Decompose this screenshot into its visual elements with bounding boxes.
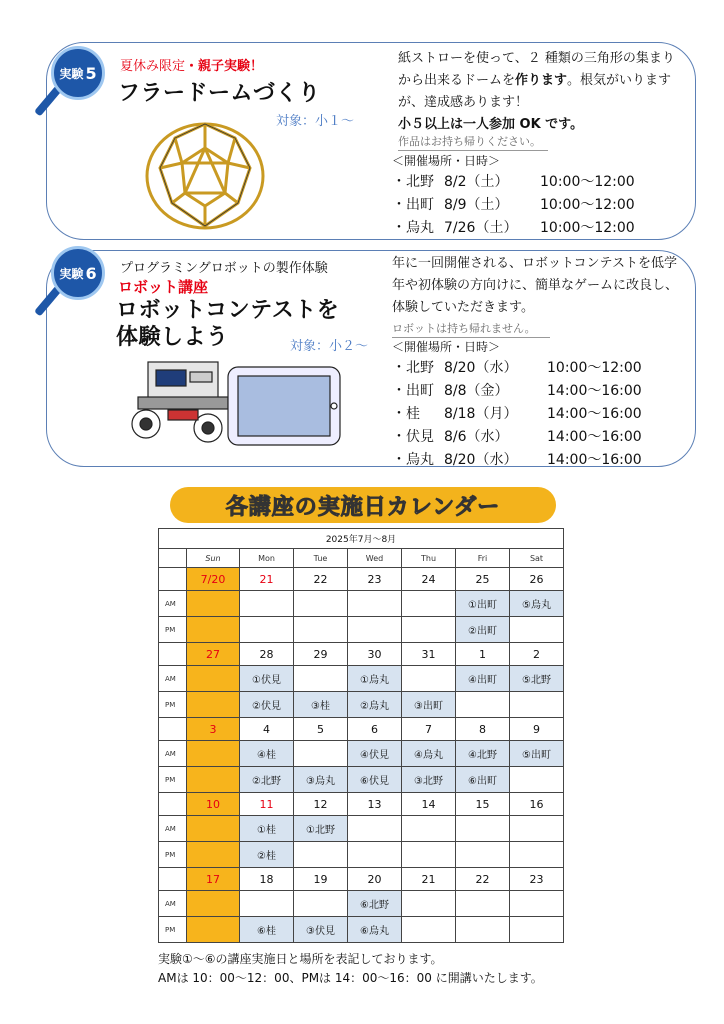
- calendar-event: ④伏見: [348, 741, 402, 767]
- calendar-event: ②伏見: [240, 692, 294, 718]
- calendar-date: 23: [510, 868, 564, 891]
- schedule-time: 14:00～16:00: [547, 429, 642, 445]
- exp6-description: 年に一回開催される、ロボットコンテストを低学年や初体験の方向けに、簡単なゲームに改良し、体験していただきます。: [392, 256, 679, 315]
- calendar-date: 15: [456, 793, 510, 816]
- schedule-date: 8/2（土）: [444, 174, 509, 190]
- calendar-event: ⑥伏見: [348, 767, 402, 793]
- schedule-loc: ・北野: [392, 174, 434, 190]
- schedule-loc: ・烏丸: [392, 452, 434, 468]
- exp6-target: 対象：小２～: [290, 339, 369, 354]
- schedule-row: [392, 426, 692, 449]
- calendar-event: ④北野: [456, 741, 510, 767]
- pm-label: PM: [159, 617, 187, 643]
- calendar-date: 9: [510, 718, 564, 741]
- am-label: AM: [159, 741, 187, 767]
- schedule-date: 8/6（水）: [444, 429, 509, 445]
- calendar-event: ①桂: [240, 816, 294, 842]
- calendar-event: [510, 692, 564, 718]
- exp5-title: フラードームづくり: [118, 81, 321, 106]
- schedule-date: 8/18（月）: [444, 406, 518, 422]
- exp5-desc-3: 。根気がいりますが、達成感あります！: [398, 73, 672, 110]
- calendar-event: [456, 816, 510, 842]
- exp6-title-line2: 体験しよう: [116, 325, 229, 350]
- schedule-loc: ・出町: [392, 383, 434, 399]
- weekday-header: Sun: [187, 549, 240, 568]
- calendar-date: 12: [294, 793, 348, 816]
- calendar-event: [510, 617, 564, 643]
- pm-label: PM: [159, 767, 187, 793]
- calendar-event: ③烏丸: [294, 767, 348, 793]
- exp6-note: ロボットは持ち帰れません。: [392, 320, 550, 338]
- badge-label: 実験: [59, 66, 84, 81]
- calendar-event: [456, 891, 510, 917]
- schedule-date: 8/20（水）: [444, 360, 518, 376]
- calendar-event: [294, 891, 348, 917]
- calendar-date: 29: [294, 643, 348, 666]
- calendar-date: 11: [240, 793, 294, 816]
- calendar-event: ④桂: [240, 741, 294, 767]
- calendar-event: [348, 591, 402, 617]
- calendar-date: 2: [510, 643, 564, 666]
- experiment-6-badge: [51, 246, 105, 300]
- calendar-date: 10: [187, 793, 240, 816]
- exp5-note: 作品はお持ち帰りください。: [398, 133, 548, 151]
- calendar-date: 5: [294, 718, 348, 741]
- weekday-header: Tue: [294, 549, 348, 568]
- calendar-event: [510, 767, 564, 793]
- blank-cell: [159, 868, 187, 891]
- blank-cell: [159, 643, 187, 666]
- calendar-event: ⑥出町: [456, 767, 510, 793]
- calendar-event: [402, 617, 456, 643]
- exp6-subtitle: プログラミングロボットの製作体験: [120, 261, 328, 276]
- calendar-event: [456, 692, 510, 718]
- pm-label: PM: [159, 842, 187, 868]
- exp5-subtitle: [120, 55, 263, 74]
- calendar-event: ⑥桂: [240, 917, 294, 943]
- calendar-event: [402, 917, 456, 943]
- calendar-event: ⑤北野: [510, 666, 564, 692]
- calendar-event: [187, 692, 240, 718]
- calendar-event: ①伏見: [240, 666, 294, 692]
- calendar-event: [348, 617, 402, 643]
- calendar-date: 25: [456, 568, 510, 591]
- calendar-footnote-2: AMは 10：00～12：00、PMは 14：00～16：00 に開講いたします。: [158, 971, 543, 985]
- calendar-event: ④出町: [456, 666, 510, 692]
- badge-number: 5: [85, 63, 97, 83]
- badge-number: 6: [85, 263, 97, 283]
- calendar-event: [240, 891, 294, 917]
- calendar-event: [240, 591, 294, 617]
- calendar-event: ③出町: [402, 692, 456, 718]
- schedule-time: 14:00～16:00: [547, 383, 642, 399]
- calendar-event: [294, 666, 348, 692]
- calendar-date: 17: [187, 868, 240, 891]
- exp5-subtitle-a: 夏休み限定: [120, 59, 186, 74]
- calendar-event: [187, 591, 240, 617]
- calendar-date: 31: [402, 643, 456, 666]
- calendar-event: [456, 842, 510, 868]
- badge-label: 実験: [59, 266, 84, 281]
- calendar-event: [187, 741, 240, 767]
- calendar-event: [187, 816, 240, 842]
- calendar-event: [402, 591, 456, 617]
- calendar-date: 27: [187, 643, 240, 666]
- exp6-venue-heading: ＜開催場所・日時＞: [392, 340, 501, 354]
- am-label: AM: [159, 591, 187, 617]
- schedule-row: [392, 380, 692, 403]
- schedule-time: 14:00～16:00: [547, 452, 642, 468]
- am-label: AM: [159, 891, 187, 917]
- calendar-event: [240, 617, 294, 643]
- calendar-event: [402, 842, 456, 868]
- geodesic-dome-illustration: [140, 108, 270, 233]
- calendar-date: 1: [456, 643, 510, 666]
- schedule-row: [392, 403, 692, 426]
- calendar-date: 22: [456, 868, 510, 891]
- calendar-event: [187, 666, 240, 692]
- calendar-event: ③北野: [402, 767, 456, 793]
- calendar-date: 4: [240, 718, 294, 741]
- calendar-date: 21: [240, 568, 294, 591]
- weekday-header: Wed: [348, 549, 402, 568]
- calendar-date: 20: [348, 868, 402, 891]
- calendar-footnote-1: 実験①～⑥の講座実施日と場所を表記しております。: [158, 952, 443, 966]
- calendar-event: ④烏丸: [402, 741, 456, 767]
- calendar-date: 7/20: [187, 568, 240, 591]
- calendar-event: [402, 666, 456, 692]
- calendar-event: [348, 842, 402, 868]
- calendar-date: 26: [510, 568, 564, 591]
- calendar-event: ⑤出町: [510, 741, 564, 767]
- calendar-event: [510, 917, 564, 943]
- calendar-event: [187, 767, 240, 793]
- calendar-event: [294, 617, 348, 643]
- calendar-title: 各講座の実施日カレンダー: [170, 487, 556, 523]
- experiment-5-badge: [51, 46, 105, 100]
- schedule-row: [392, 194, 682, 217]
- calendar-table: [158, 528, 564, 943]
- calendar-date: 14: [402, 793, 456, 816]
- am-label: AM: [159, 666, 187, 692]
- blank-cell: [159, 568, 187, 591]
- calendar-event: ⑤烏丸: [510, 591, 564, 617]
- calendar-date: 28: [240, 643, 294, 666]
- calendar-event: ①出町: [456, 591, 510, 617]
- pm-label: PM: [159, 917, 187, 943]
- calendar-date: 18: [240, 868, 294, 891]
- calendar-event: ⑥烏丸: [348, 917, 402, 943]
- calendar-event: [187, 842, 240, 868]
- calendar-date: 22: [294, 568, 348, 591]
- calendar-event: [510, 891, 564, 917]
- schedule-time: 10:00～12:00: [540, 220, 635, 236]
- calendar-event: [294, 741, 348, 767]
- exp5-description: [398, 48, 680, 136]
- schedule-loc: ・北野: [392, 360, 434, 376]
- calendar-event: ②桂: [240, 842, 294, 868]
- calendar-event: [187, 891, 240, 917]
- calendar-date: 16: [510, 793, 564, 816]
- exp6-schedule: [392, 357, 692, 472]
- schedule-time: 10:00～12:00: [547, 360, 642, 376]
- calendar-date: 8: [456, 718, 510, 741]
- exp5-subtitle-b: ・親子実験！: [185, 59, 264, 74]
- calendar-date: 23: [348, 568, 402, 591]
- robot-tablet-illustration: [128, 352, 348, 452]
- weekday-header: Mon: [240, 549, 294, 568]
- exp6-title-line1: ロボットコンテストを: [116, 298, 340, 323]
- calendar-event: [187, 917, 240, 943]
- schedule-loc: ・桂: [392, 406, 420, 422]
- schedule-loc: ・出町: [392, 197, 434, 213]
- calendar-event: [456, 917, 510, 943]
- exp5-desc-1: 紙ストローを使って、２ 種類の三角形の集まりから出来るドームを: [398, 51, 675, 88]
- schedule-row: [392, 357, 692, 380]
- calendar-date: 21: [402, 868, 456, 891]
- pm-label: PM: [159, 692, 187, 718]
- schedule-row: [392, 171, 682, 194]
- calendar-event: ①烏丸: [348, 666, 402, 692]
- schedule-row: [392, 217, 682, 240]
- schedule-loc: ・烏丸: [392, 220, 434, 236]
- calendar-event: ①北野: [294, 816, 348, 842]
- calendar-event: [187, 617, 240, 643]
- calendar-event: [510, 816, 564, 842]
- calendar-date: 6: [348, 718, 402, 741]
- calendar-event: [294, 842, 348, 868]
- calendar-date: 24: [402, 568, 456, 591]
- calendar-event: [510, 842, 564, 868]
- exp5-desc-2: 作ります: [515, 73, 568, 88]
- blank-cell: [159, 718, 187, 741]
- calendar-date: 7: [402, 718, 456, 741]
- calendar-event: ②烏丸: [348, 692, 402, 718]
- calendar-event: [402, 891, 456, 917]
- schedule-time: 10:00～12:00: [540, 197, 635, 213]
- calendar-date: 13: [348, 793, 402, 816]
- exp5-desc-4: 小５以上は一人参加 OK です。: [398, 117, 584, 132]
- calendar-event: ③桂: [294, 692, 348, 718]
- blank-cell: [159, 793, 187, 816]
- calendar-date: 30: [348, 643, 402, 666]
- schedule-date: 8/8（金）: [444, 383, 509, 399]
- exp6-category: ロボット講座: [118, 278, 209, 296]
- schedule-time: 10:00～12:00: [540, 174, 635, 190]
- schedule-date: 8/9（土）: [444, 197, 509, 213]
- schedule-date: 7/26（土）: [444, 220, 518, 236]
- blank-cell: [159, 549, 187, 568]
- exp5-venue-heading: ＜開催場所・日時＞: [392, 154, 501, 168]
- schedule-time: 14:00～16:00: [547, 406, 642, 422]
- calendar-event: ③伏見: [294, 917, 348, 943]
- weekday-header: Thu: [402, 549, 456, 568]
- am-label: AM: [159, 816, 187, 842]
- calendar-event: [294, 591, 348, 617]
- exp5-schedule: [392, 171, 682, 240]
- calendar-date: 19: [294, 868, 348, 891]
- weekday-header: Sat: [510, 549, 564, 568]
- weekday-header: Fri: [456, 549, 510, 568]
- calendar-event: [348, 816, 402, 842]
- calendar-event: ⑥北野: [348, 891, 402, 917]
- calendar-event: ②北野: [240, 767, 294, 793]
- calendar-event: ②出町: [456, 617, 510, 643]
- schedule-row: [392, 449, 692, 472]
- exp5-target: 対象：小１～: [276, 114, 355, 129]
- schedule-date: 8/20（水）: [444, 452, 518, 468]
- calendar-event: [402, 816, 456, 842]
- calendar-date: 3: [187, 718, 240, 741]
- schedule-loc: ・伏見: [392, 429, 434, 445]
- calendar-period: 2025年7月～8月: [159, 529, 564, 549]
